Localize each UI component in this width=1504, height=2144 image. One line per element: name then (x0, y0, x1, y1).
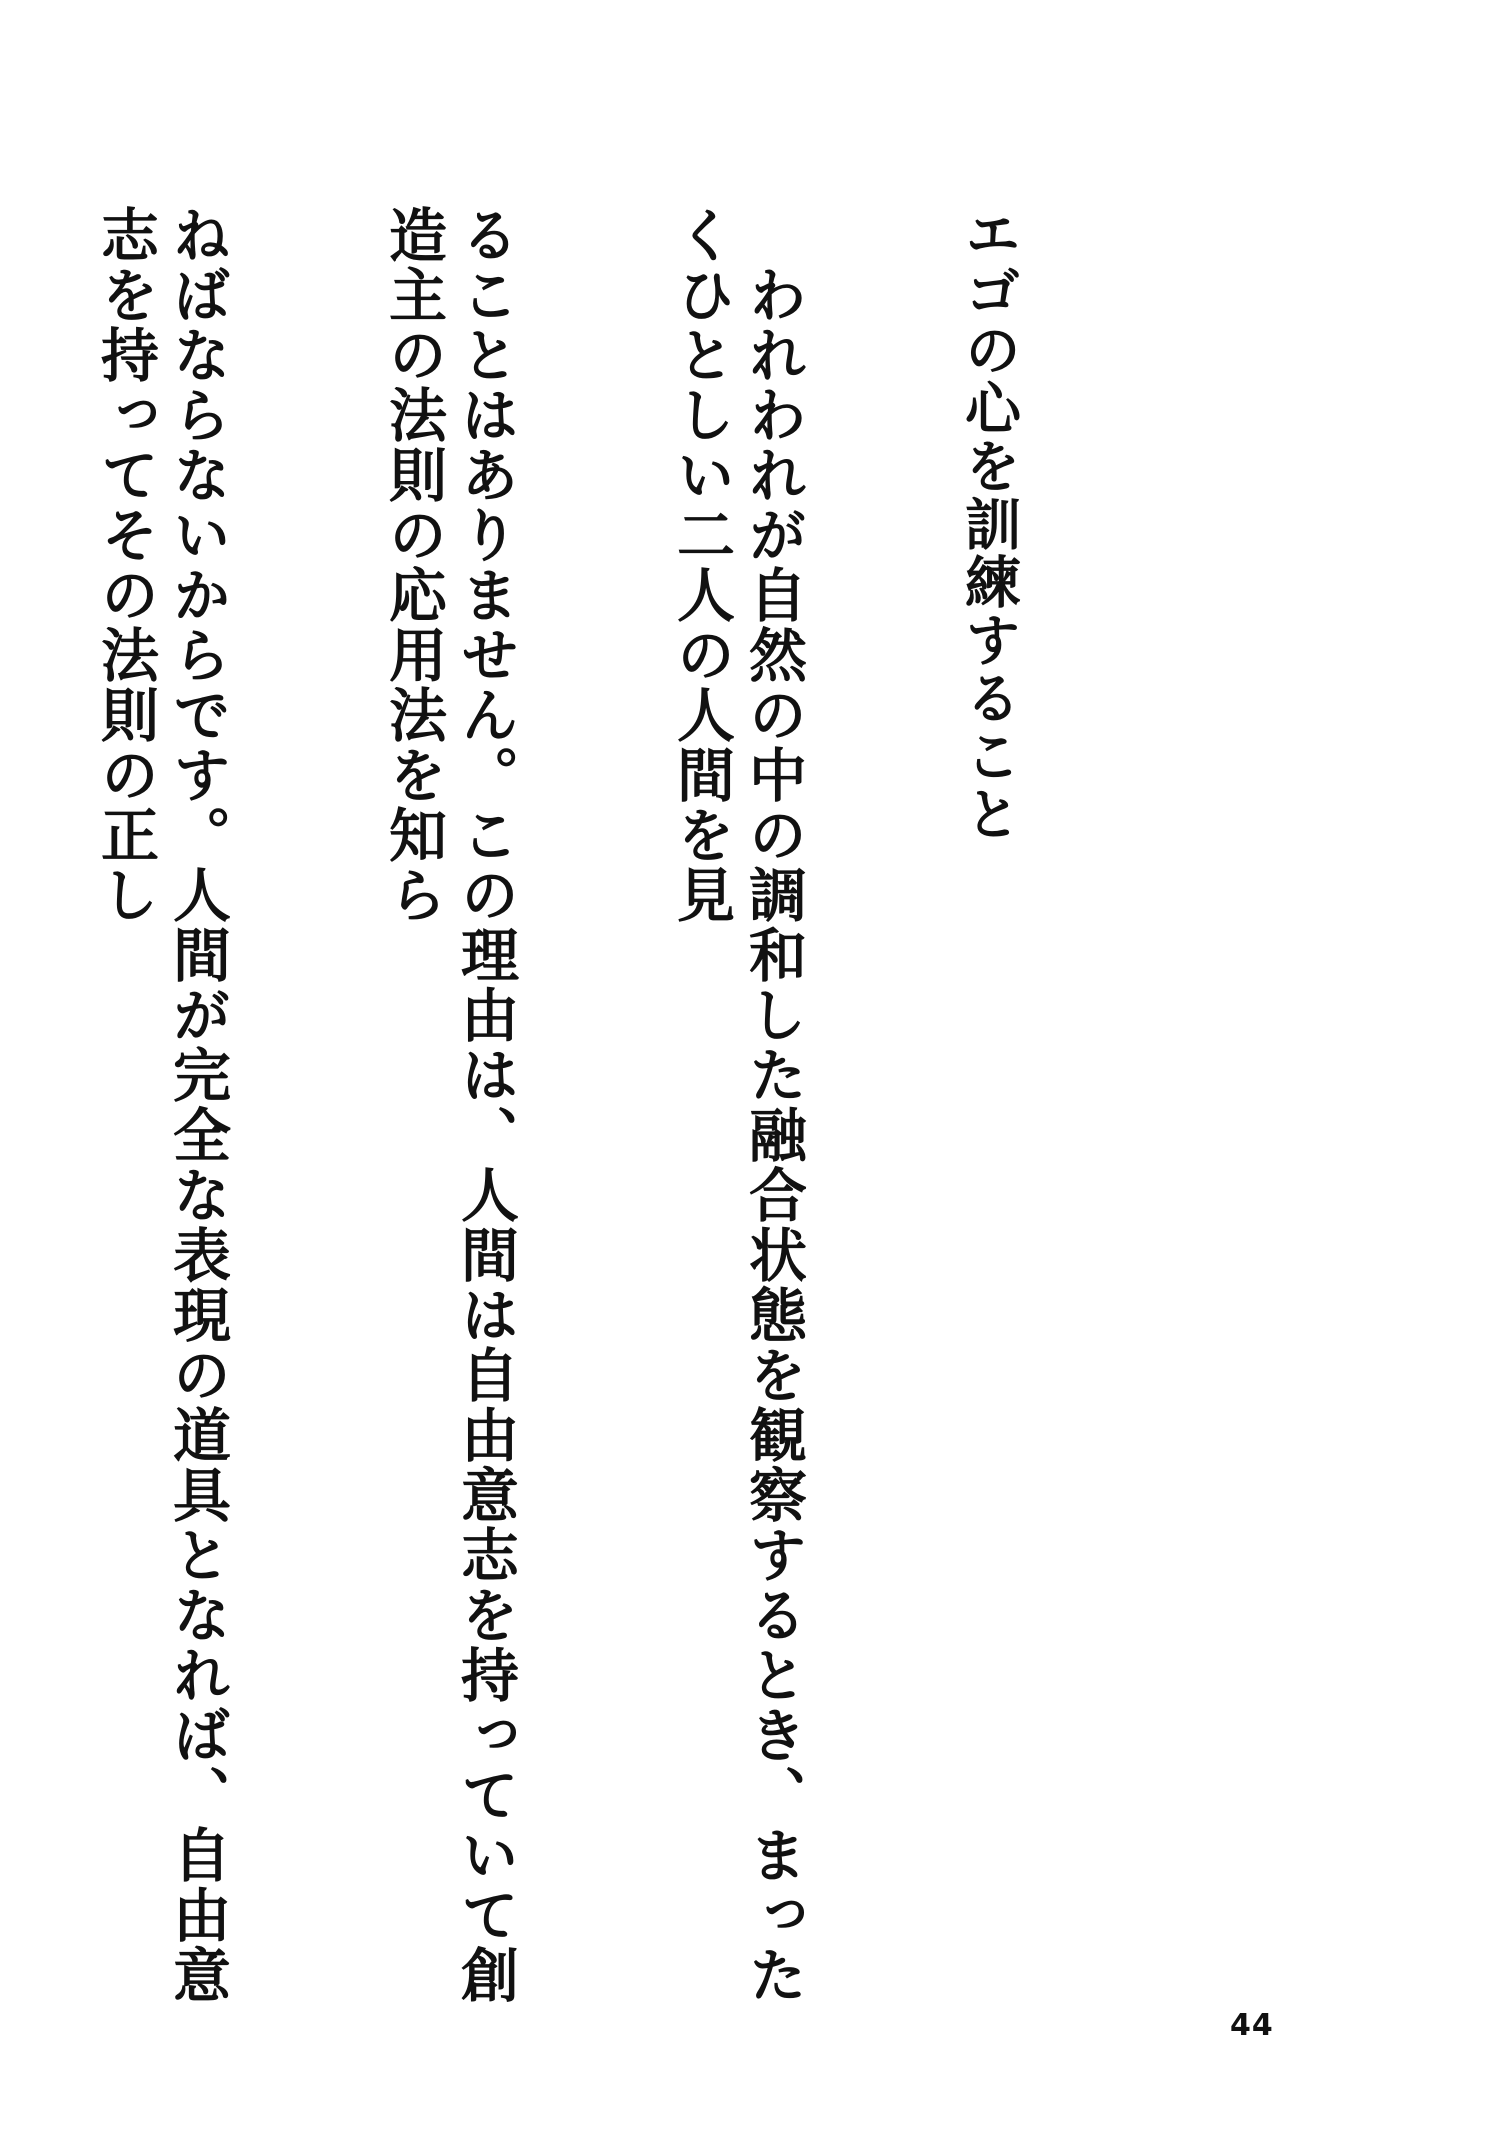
text-line: われわれが自然の中の調和した融合状態を観察するとき、まったくひとしい二人の人間を見 (667, 205, 807, 2005)
vertical-text-block (0, 205, 1169, 2005)
text-line: ねばならないからです。人間が完全な表現の道具となれば、自由意志を持ってその法則の正し (91, 205, 231, 2005)
text-line: ることはありません。この理由は、人間は自由意志を持っていて創造主の法則の応用法を知ら (379, 205, 519, 2005)
page-number: 44 (1230, 2008, 1274, 2043)
section-heading: エゴの心を訓練すること (956, 205, 1022, 843)
